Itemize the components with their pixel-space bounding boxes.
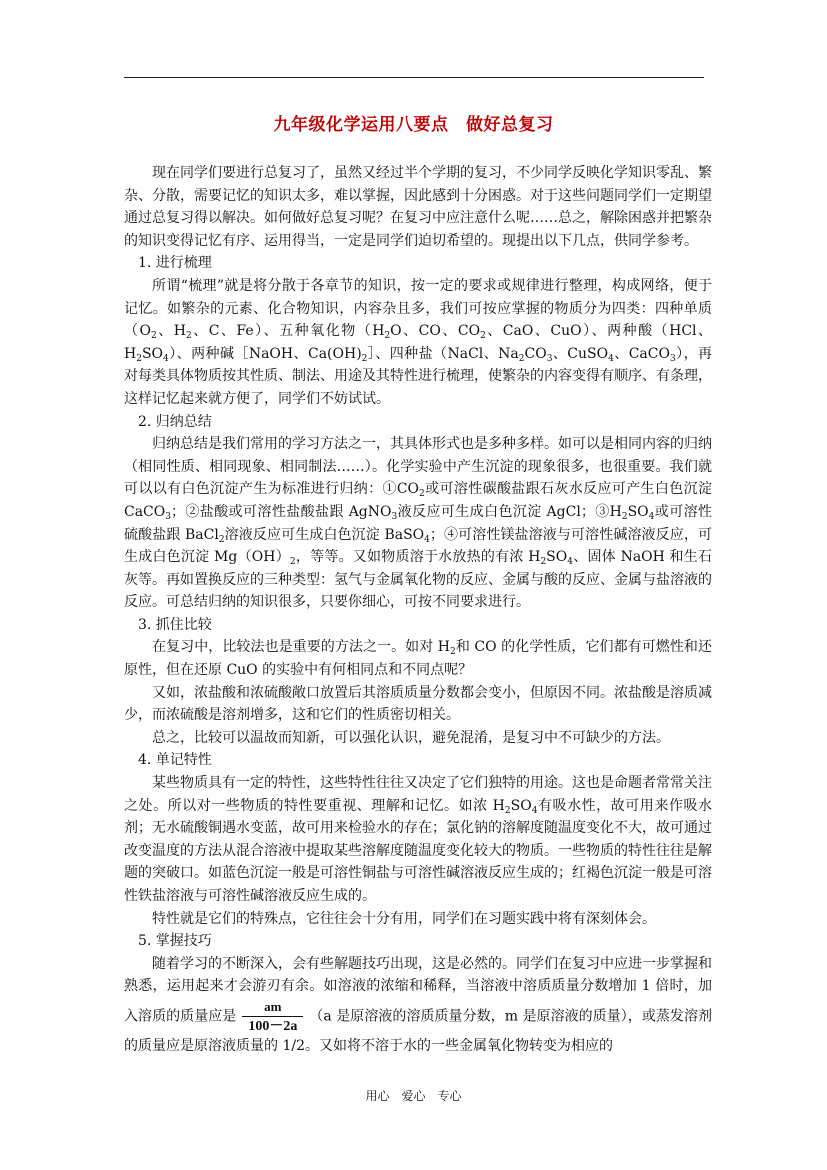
section-3-paragraph-1: 在复习中，比较法也是重要的方法之一。如对 $H_2$和 CO 的化学性质，它们都有可燃性和还原性，但在还原 CuO 的实验中有何相同点和不同点呢？ (124, 639, 712, 679)
section-3-heading: 3. 抓住比较 (138, 616, 212, 633)
fraction-denominator: 100－2a (248, 1018, 298, 1034)
section-2-paragraph: 归纳总结是我们常用的学习方法之一，其具体形式也是多种多样。如可以是相同内容的归纳（相同性质、相同现象、相同制法……）。化学实验中产生沉淀的现象很多，也很重要。我们就可以以有白色沉淀产生为标准进行归纳：$①CO_2$或可溶性碳酸盐跟石灰水反应可产生白色沉淀 CaCO$_3$；②盐酸或可溶性盐酸盐跟 AgNO$_3$液反应可生成白色沉淀 AgCl；$③H_2SO_4$或可溶性硫酸盐跟 BaCl$_2$溶液反应可生成白色沉淀 BaSO$_4$；④可溶性镁盐溶液与可溶性碱溶液反应，可生成白色沉淀 $Mg(OH)_2$，等等。又如物质溶于水放热的有浓 $H_2SO_4$、固体 NaOH 和生石灰等。再如置换反应的三种类型：氢气与金属氧化物的反应、金属与酸的反应、金属与盐溶液的反应。可总结归纳的知识很多，只要你细心，可按不同要求进行。 (124, 436, 713, 611)
section-4-paragraph-1: 某些物质具有一定的特性，这些特性往往又决定了它们独特的用途。这也是命题者常常关注之处。所以对一些物质的特性要重视、理解和记忆。如浓 $H_2SO_4$有吸水性，故可用来作吸水剂；无水硫酸铜遇水变蓝，故可用来检验水的存在；氯化钠的溶解度随温度变化不大，故可通过改变温度的方法从混合溶液中提取某些溶解度随温度变化较大的物质。一些物质的特性往往是解题的突破口。如蓝色沉淀一般是可溶性铜盐与可溶性碱溶液反应生成的；红褐色沉淀一般是可溶性铁盐溶液与可溶性碱溶液反应生成的。 (124, 775, 712, 904)
intro-paragraph: 现在同学们要进行总复习了，虽然又经过半个学期的复习，不少同学反映化学知识零乱、繁杂、分散，需要记忆的知识太多，难以掌握，因此感到十分困惑。对于这些问题同学们一定期望通过总复习得以解决。如何做好总复习呢？在复习中应注意什么呢……总之，解除困惑并把繁杂的知识变得记忆有序、运用得当，一定是同学们迫切希望的。现提出以下几点，供同学参考。 (124, 165, 712, 249)
section-2-heading: 2. 归纳总结 (138, 413, 212, 430)
page-footer: 用心 爱心 专心 (365, 1089, 462, 1103)
section-5-paragraph: 随着学习的不断深入，会有些解题技巧出现，这是必然的。同学们在复习中应进一步掌握和熟悉，运用起来才会游刃有余。如溶液的浓缩和稀释，当溶液中溶质质量分数增加 1 倍时，加入溶质的质量应是 $\frac{am}{100-2a}$ （a 是原溶液的溶质质量分数，m 是原溶液的质量），或蒸发溶剂的质量应是原溶液质量的 1/2。又如将不溶于水的一些金属氧化物转变为相应的 (124, 955, 713, 1054)
section-1-paragraph: 所谓“梳理”就是将分散于各章节的知识，按一定的要求或规律进行整理，构成网络，便于记忆。如繁杂的元素、化合物知识，内容杂且多，我们可按应掌握的物质分为四类：四种单质（$O_2$、$H_2$、C、Fe）、五种氧化物（$H_2O$、CO、$CO_2$、CaO、CuO）、两种酸（HCl、$H_2SO_4$）、两种碱［NaOH、$Ca(OH)_2]$、四种盐（NaCl、$Na_2CO_3$、CuSO$_4$、CaCO$_3$），再对每类具体物质按其性质、制法、用途及其特性进行梳理，使繁杂的内容变得有顺序、有条理，这样记忆起来就方便了，同学们不妨试试。 (124, 277, 713, 407)
fraction-formula (242, 998, 303, 1035)
section-4-heading: 4. 单记特性 (138, 752, 212, 769)
document-title: 九年级化学运用八要点 做好总复习 (273, 115, 554, 135)
section-3-paragraph-2: 又如，浓盐酸和浓硫酸敞口放置后其溶质质量分数都会变小，但原因不同。浓盐酸是溶质减少，而浓硫酸是溶剂增多，这和它们的性质密切相关。 (124, 684, 712, 724)
header-rule (124, 77, 704, 78)
section-3-paragraph-3: 总之，比较可以温故而知新，可以强化认识，避免混淆，是复习中不可缺少的方法。 (152, 729, 670, 746)
fraction-numerator: am (242, 998, 303, 1017)
section-4-paragraph-2: 特性就是它们的特殊点，它往往会十分有用，同学们在习题实践中将有深刻体会。 (152, 910, 656, 927)
document-body (124, 162, 712, 1058)
section-1-heading: 1. 进行梳理 (138, 255, 212, 272)
section-5-heading: 5. 掌握技巧 (138, 933, 212, 950)
